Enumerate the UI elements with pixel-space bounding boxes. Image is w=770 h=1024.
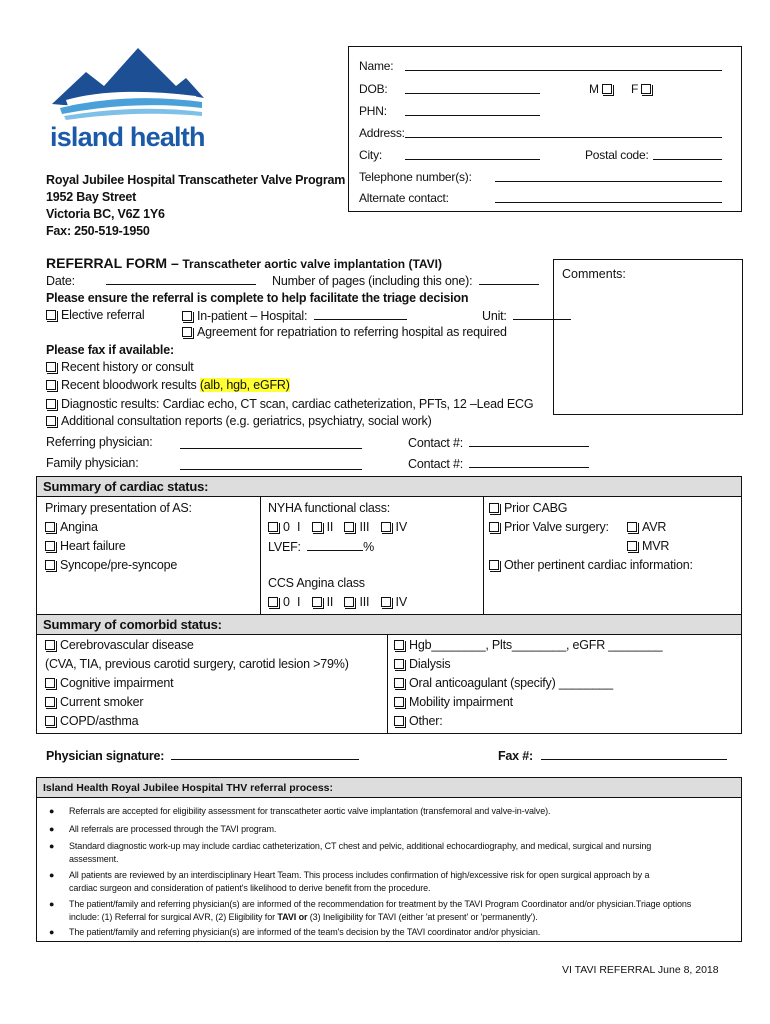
avr-option[interactable]: AVR (627, 520, 666, 534)
pages-label: Number of pages (including this one): (272, 274, 473, 288)
program-fax: Fax: 250-519-1950 (46, 224, 150, 238)
island-health-logo (46, 42, 208, 156)
ccs-4-checkbox[interactable] (381, 597, 391, 607)
prior-cabg-checkbox[interactable] (489, 503, 499, 513)
heart-failure-checkbox[interactable] (45, 541, 55, 551)
sig-fax-label: Fax #: (498, 749, 533, 763)
inpatient-checkbox[interactable] (182, 311, 192, 321)
smoker-option[interactable]: Current smoker (45, 695, 143, 709)
copd-checkbox[interactable] (45, 716, 55, 726)
diagnostic-checkbox[interactable] (46, 399, 56, 409)
other-comorbid-checkbox[interactable] (394, 716, 404, 726)
angina-checkbox[interactable] (45, 522, 55, 532)
address-field[interactable] (405, 126, 722, 138)
postal-field[interactable] (653, 148, 722, 160)
syncope-checkbox[interactable] (45, 560, 55, 570)
nyha-3-checkbox[interactable] (344, 522, 354, 532)
unit-label: Unit: (482, 309, 507, 323)
anticoag-option[interactable]: Oral anticoagulant (specify) ________ (394, 676, 613, 690)
cva-detail: (CVA, TIA, previous carotid surgery, carotid lesion >79%) (45, 657, 349, 671)
program-name: Royal Jubilee Hospital Transcatheter Valve Program (46, 173, 346, 187)
pages-field[interactable] (479, 273, 539, 285)
referring-field[interactable] (180, 437, 362, 449)
contact-field-1[interactable] (469, 435, 589, 447)
dob-field[interactable] (405, 82, 540, 94)
sig-fax-field[interactable] (541, 748, 727, 760)
signature-label: Physician signature: (46, 749, 165, 763)
form-title: REFERRAL FORM – Transcatheter aortic valve implantation (TAVI) (46, 255, 442, 271)
city-field[interactable] (405, 148, 540, 160)
fax-if-available: Please fax if available: (46, 343, 174, 357)
nyha-2-checkbox[interactable] (312, 522, 322, 532)
city-label: City: (359, 148, 383, 162)
alternate-field[interactable] (495, 191, 722, 203)
address-label: Address: (359, 126, 405, 140)
bloodwork-checkbox[interactable] (46, 380, 56, 390)
name-field[interactable] (405, 59, 722, 71)
smoker-checkbox[interactable] (45, 697, 55, 707)
process-bullet-3b: assessment. (69, 854, 119, 864)
sex-m-checkbox[interactable] (602, 84, 612, 94)
alternate-label: Alternate contact: (359, 191, 449, 205)
program-city: Victoria BC, V6Z 1Y6 (46, 207, 165, 221)
comorbid-header: Summary of comorbid status: (37, 615, 741, 635)
process-bullet-5b: include: (1) Referral for surgical AVR, (2) Eligibility for TAVI or (3) Ineligibility for TAVI (either 'at present' or 'permanently'). (69, 912, 538, 922)
heart-failure-option[interactable]: Heart failure (45, 539, 126, 553)
nyha-0-checkbox[interactable] (268, 522, 278, 532)
nyha-class-options: 0 I II III IV (268, 520, 407, 534)
sex-m-option[interactable]: M (589, 82, 617, 96)
patient-info-box (348, 46, 742, 212)
family-label: Family physician: (46, 456, 139, 470)
agreement-checkbox[interactable] (182, 327, 192, 337)
dob-label: DOB: (359, 82, 388, 96)
cognitive-option[interactable]: Cognitive impairment (45, 676, 173, 690)
telephone-label: Telephone number(s): (359, 170, 472, 184)
ccs-3-checkbox[interactable] (344, 597, 354, 607)
mountain-logo-icon (46, 42, 208, 122)
prior-valve-option[interactable]: Prior Valve surgery: (489, 520, 609, 534)
mobility-option[interactable]: Mobility impairment (394, 695, 513, 709)
labs-option[interactable]: Hgb________, Plts________, eGFR ________ (394, 638, 662, 652)
elective-checkbox[interactable] (46, 310, 56, 320)
comments-box[interactable] (553, 259, 743, 415)
ccs-label: CCS Angina class (268, 576, 365, 590)
telephone-field[interactable] (495, 170, 722, 182)
mvr-checkbox[interactable] (627, 541, 637, 551)
contact-label-2: Contact #: (408, 457, 463, 471)
nyha-label: NYHA functional class: (268, 501, 391, 515)
agreement-option[interactable]: Agreement for repatriation to referring hospital as required (182, 325, 507, 339)
sex-f-checkbox[interactable] (641, 84, 651, 94)
angina-option[interactable]: Angina (45, 520, 98, 534)
bloodwork-option[interactable]: Recent bloodwork results (alb, hgb, eGFR) (46, 378, 290, 392)
other-comorbid-option[interactable]: Other: (394, 714, 443, 728)
presentation-label: Primary presentation of AS: (45, 501, 192, 515)
prior-valve-checkbox[interactable] (489, 522, 499, 532)
process-bullet-4a: All patients are reviewed by an interdisciplinary Heart Team. This process includes confirmation of high/excessive risk for open surgical approach by a (69, 870, 650, 880)
process-title: Island Health Royal Jubilee Hospital THV referral process: (37, 778, 741, 798)
comorbid-status-table (36, 614, 742, 734)
nyha-4-checkbox[interactable] (381, 522, 391, 532)
process-bullet-2: All referrals are processed through the TAVI program. (69, 824, 277, 834)
lvef-field[interactable] (307, 539, 363, 551)
sex-f-option[interactable]: F (631, 82, 656, 96)
hospital-field[interactable] (314, 308, 407, 320)
contact-label-1: Contact #: (408, 436, 463, 450)
process-bullet-3a: Standard diagnostic work-up may include cardiac catheterization, CT chest and pelvic, additional echocardiography, and medical, surgical and nursing (69, 841, 652, 851)
cognitive-checkbox[interactable] (45, 678, 55, 688)
labs-checkbox[interactable] (394, 640, 404, 650)
ccs-0-checkbox[interactable] (268, 597, 278, 607)
avr-checkbox[interactable] (627, 522, 637, 532)
ccs-2-checkbox[interactable] (312, 597, 322, 607)
ccs-class-options: 0 I II III IV (268, 595, 407, 609)
process-bullet-6: The patient/family and referring physician(s) are informed of the team's decision by the TAVI coordinator and/or physician. (69, 927, 541, 937)
date-label: Date: (46, 274, 75, 288)
lvef-label: LVEF: (268, 540, 301, 554)
footer-version: VI TAVI REFERRAL June 8, 2018 (562, 964, 719, 976)
elective-option[interactable]: Elective referral (46, 308, 144, 322)
mvr-option[interactable]: MVR (627, 539, 669, 553)
cerebro-checkbox[interactable] (45, 640, 55, 650)
phn-label: PHN: (359, 104, 387, 118)
cardiac-status-table: Summary of cardiac status: Primary presentation of AS: Angina Heart failure Syncope/pre-syncope NYHA functional class: 0 I II III IV LVEF: % CCS Angina class 0 I II III IV Prior CABG Prior Valve surgery: AVR MVR Other pertinent cardiac information: (36, 476, 742, 615)
process-bullet-5a: The patient/family and referring physician(s) are informed of the recommendation for treatment by the TAVI Program Coordinator and/or physician.Triage options (69, 899, 692, 909)
diagnostic-option[interactable]: Diagnostic results: Cardiac echo, CT scan, cardiac catheterization, PFTs, 12 –Lead ECG (46, 397, 533, 411)
contact-field-2[interactable] (469, 456, 589, 468)
logo-wordmark: island health (50, 122, 205, 152)
syncope-option[interactable]: Syncope/pre-syncope (45, 558, 177, 572)
postal-label: Postal code: (585, 148, 649, 162)
comments-label: Comments: (562, 267, 626, 281)
date-field[interactable] (106, 273, 256, 285)
cerebro-option[interactable]: Cerebrovascular disease (45, 638, 194, 652)
dialysis-checkbox[interactable] (394, 659, 404, 669)
anticoag-checkbox[interactable] (394, 678, 404, 688)
copd-option[interactable]: COPD/asthma (45, 714, 138, 728)
unit-field[interactable] (513, 308, 571, 320)
consult-reports-option[interactable]: Additional consultation reports (e.g. geriatrics, psychiatry, social work) (46, 414, 432, 428)
ensure-text: Please ensure the referral is complete to help facilitate the triage decision (46, 291, 469, 305)
prior-cabg-option[interactable]: Prior CABG (489, 501, 567, 515)
other-cardiac-checkbox[interactable] (489, 560, 499, 570)
other-cardiac-option[interactable]: Other pertinent cardiac information: (489, 558, 693, 572)
process-bullet-4b: cardiac surgeon and consideration of patient's likelihood to derive benefit from the procedure. (69, 883, 431, 893)
dialysis-option[interactable]: Dialysis (394, 657, 450, 671)
program-street: 1952 Bay Street (46, 190, 137, 204)
history-checkbox[interactable] (46, 362, 56, 372)
history-option[interactable]: Recent history or consult (46, 360, 194, 374)
family-field[interactable] (180, 458, 362, 470)
consult-reports-checkbox[interactable] (46, 416, 56, 426)
process-bullet-1: Referrals are accepted for eligibility assessment for transcatheter aortic valve implantation (transfemoral and valve-in-valve). (69, 806, 551, 816)
name-label: Name: (359, 59, 394, 73)
mobility-checkbox[interactable] (394, 697, 404, 707)
cardiac-header: Summary of cardiac status: (37, 477, 741, 497)
referral-process-box: Island Health Royal Jubilee Hospital THV referral process: ● Referrals are accepted for eligibility assessment for transcatheter aortic valve implantation (transfemoral and valve-in-valve). ● All referrals are processed through the TAVI program. ● Standard diagnostic work-up may include cardiac catheterization, CT chest and pelvic, additional echocardiography, and medical, surgical and nursing assessment. ● All patients are reviewed by an interdisciplinary Heart Team. This process includes confirmation of high/excessive risk for open surgical approach by a cardiac surgeon and consideration of patient's likelihood to derive benefit from the procedure. ● The patient/family and referring physician(s) are informed of the recommendation for treatment by the TAVI Program Coordinator and/or physician.Triage options include: (1) Referral for surgical AVR, (2) Eligibility for TAVI or (3) Ineligibility for TAVI (either 'at present' or 'permanently'). ● The patient/family and referring physician(s) are informed of the team's decision by the TAVI coordinator and/or physician. (36, 777, 742, 942)
bloodwork-highlight: (alb, hgb, eGFR) (199, 378, 290, 392)
referring-label: Referring physician: (46, 435, 153, 449)
phn-field[interactable] (405, 104, 540, 116)
inpatient-option[interactable]: In-patient – Hospital: (182, 308, 407, 323)
signature-field[interactable] (171, 748, 359, 760)
